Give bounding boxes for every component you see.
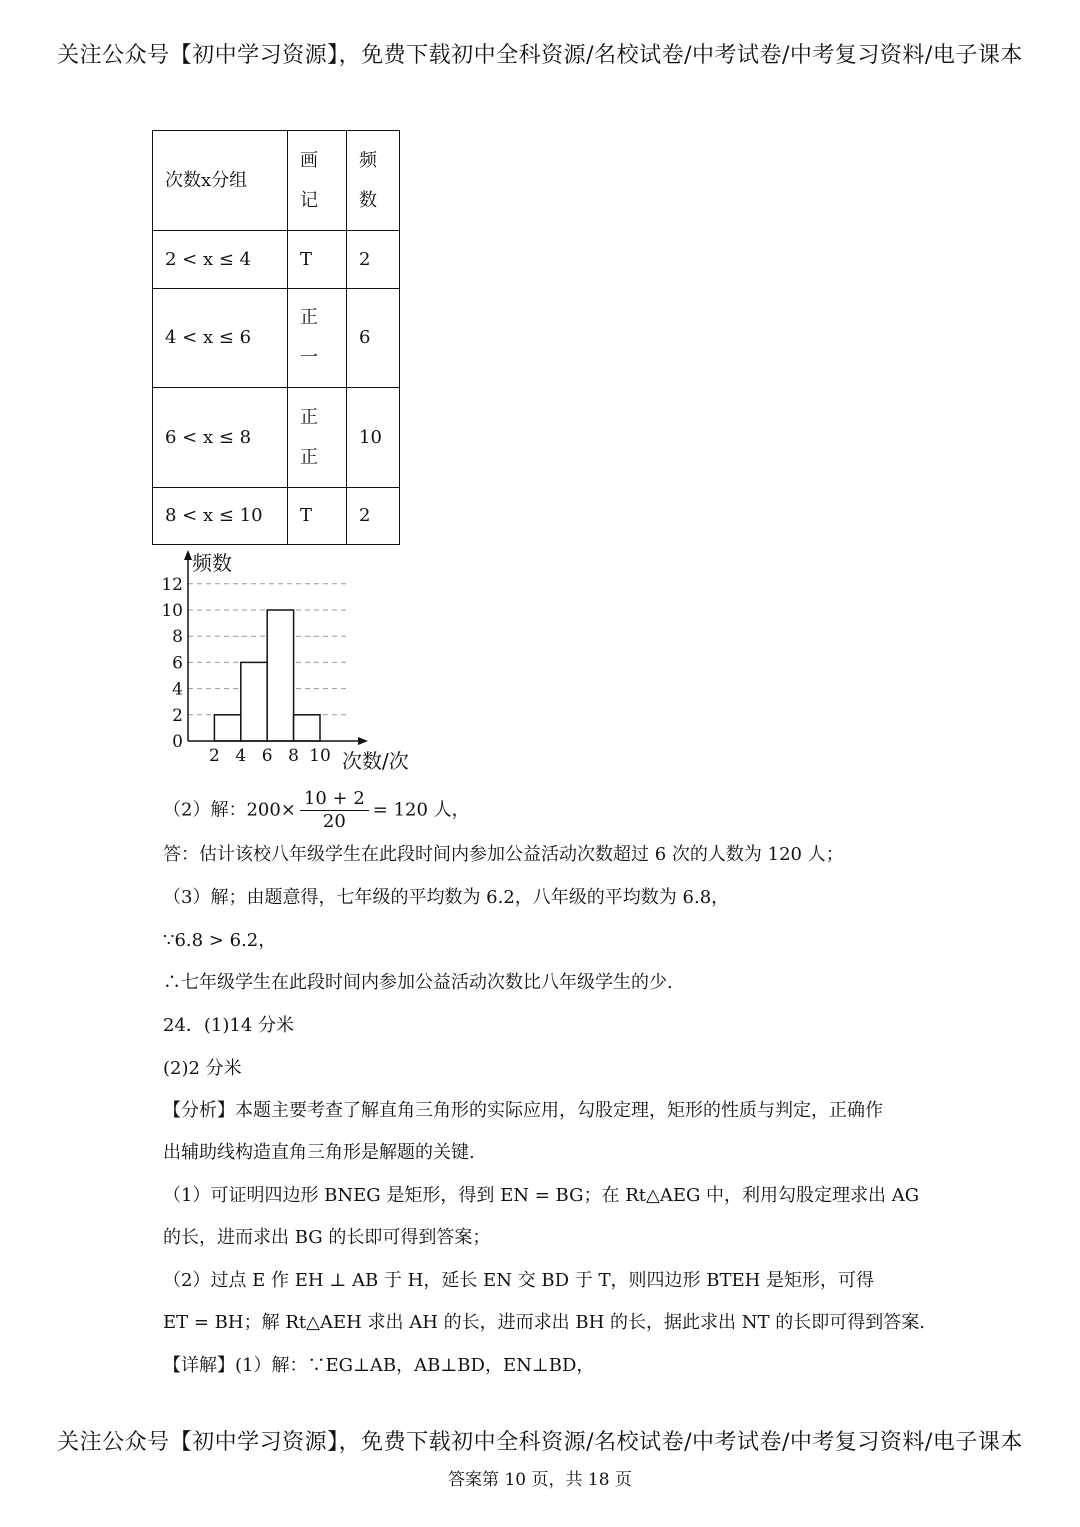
part3-line: （3）解；由题意得，七年级的平均数为 6.2，八年级的平均数为 6.8， (163, 887, 730, 908)
part2-result: = 120 人， (372, 799, 470, 821)
freq-cell: 6 (347, 289, 400, 388)
x-tick-label: 10 (309, 746, 331, 766)
answer-line: 答：估计该校八年级学生在此段时间内参加公益活动次数超过 6 次的人数为 120 人； (163, 844, 844, 865)
table-row (153, 388, 400, 488)
fraction-numerator: 10 + 2 (300, 788, 369, 811)
tally-mark: 一 (300, 347, 318, 368)
x-tick-label: 8 (288, 746, 300, 766)
freq-cell: 2 (347, 231, 400, 289)
histogram-bar (267, 610, 293, 741)
table-row (153, 231, 400, 289)
group-cell: 6 < x ≤ 8 (153, 388, 288, 488)
table-row (153, 289, 400, 388)
tally-cell (288, 388, 347, 488)
therefore-line: ∴七年级学生在此段时间内参加公益活动次数比八年级学生的少. (163, 972, 673, 993)
x-axis-arrow (358, 737, 368, 745)
x-tick-label: 4 (235, 746, 247, 766)
analysis-line-6: ET = BH；解 Rt△AEH 求出 AH 的长，进而求出 BH 的长，据此求出 NT 的长即可得到答案. (163, 1312, 925, 1333)
tally-cell: T (288, 231, 347, 289)
freq-cell: 2 (347, 488, 400, 545)
part2-multiplier: 200× (246, 799, 296, 821)
table-header-row (153, 131, 400, 231)
tally-mark: 正 (300, 446, 318, 468)
banner-top: 关注公众号【初中学习资源】，免费下载初中全科资源/名校试卷/中考试卷/中考复习资料/电子课本 (57, 43, 1023, 68)
part2-label: （2）解： (163, 799, 247, 821)
header-tally-2: 记 (300, 189, 318, 211)
analysis-line-4: 的长，进而求出 BG 的长即可得到答案； (163, 1227, 491, 1248)
x-tick-label: 2 (208, 746, 220, 766)
y-axis-label: 频数 (192, 551, 232, 575)
fraction-denominator: 20 (322, 811, 346, 832)
detail-line: 【详解】(1）解：∵EG⊥AB，AB⊥BD，EN⊥BD， (163, 1355, 595, 1376)
frequency-table (152, 130, 400, 545)
tally-mark: 正 (300, 307, 318, 328)
y-tick-label: 8 (172, 627, 183, 648)
because-line: ∵6.8 > 6.2， (163, 930, 277, 951)
header-freq-1: 频 (359, 149, 377, 171)
y-tick-label: 2 (172, 705, 183, 726)
banner-bottom: 关注公众号【初中学习资源】，免费下载初中全科资源/名校试卷/中考试卷/中考复习资料/电子课本 (57, 1430, 1023, 1455)
analysis-line-1: 【分析】本题主要考查了解直角三角形的实际应用，勾股定理，矩形的性质与判定，正确作 (163, 1100, 883, 1121)
table-row (153, 488, 400, 545)
tally-cell: T (288, 488, 347, 545)
q24-answer-2: (2)2 分米 (163, 1058, 242, 1079)
header-group: 次数x分组 (153, 131, 288, 231)
analysis-line-5: （2）过点 E 作 EH ⊥ AB 于 H，延长 EN 交 BD 于 T，则四边形 BTEH 是矩形，可得 (163, 1270, 875, 1291)
histogram-bar (241, 662, 267, 741)
line-part2 (163, 788, 470, 833)
histogram-chart (150, 548, 430, 770)
histogram-bar (294, 715, 320, 741)
header-tally (288, 131, 347, 231)
group-cell: 8 < x ≤ 10 (153, 488, 288, 545)
tally-cell (288, 289, 347, 388)
analysis-line-3: （1）可证明四边形 BNEG 是矩形，得到 EN = BG；在 Rt△AEG 中，利用勾股定理求出 AG (163, 1185, 920, 1206)
header-freq-2: 数 (359, 189, 377, 211)
y-axis-arrow (184, 550, 192, 560)
x-tick-label: 6 (261, 746, 273, 766)
page-footer: 答案第 10 页，共 18 页 (448, 1470, 632, 1490)
y-tick-label: 10 (161, 601, 183, 621)
y-tick-label: 12 (161, 574, 183, 595)
histogram-bar (214, 715, 240, 741)
y-tick-label: 6 (172, 653, 183, 674)
analysis-line-2: 出辅助线构造直角三角形是解题的关键. (163, 1142, 475, 1163)
group-cell: 2 < x ≤ 4 (153, 231, 288, 289)
y-tick-label: 4 (172, 679, 183, 700)
y-tick-label: 0 (172, 732, 183, 752)
tally-mark: 正 (300, 406, 318, 428)
q24-answer-1: 24．(1)14 分米 (163, 1015, 295, 1036)
group-cell: 4 < x ≤ 6 (153, 289, 288, 388)
header-freq (347, 131, 400, 231)
freq-cell: 10 (347, 388, 400, 488)
x-axis-label: 次数/次 (342, 749, 409, 770)
fraction (300, 788, 369, 833)
header-tally-1: 画 (300, 149, 318, 171)
